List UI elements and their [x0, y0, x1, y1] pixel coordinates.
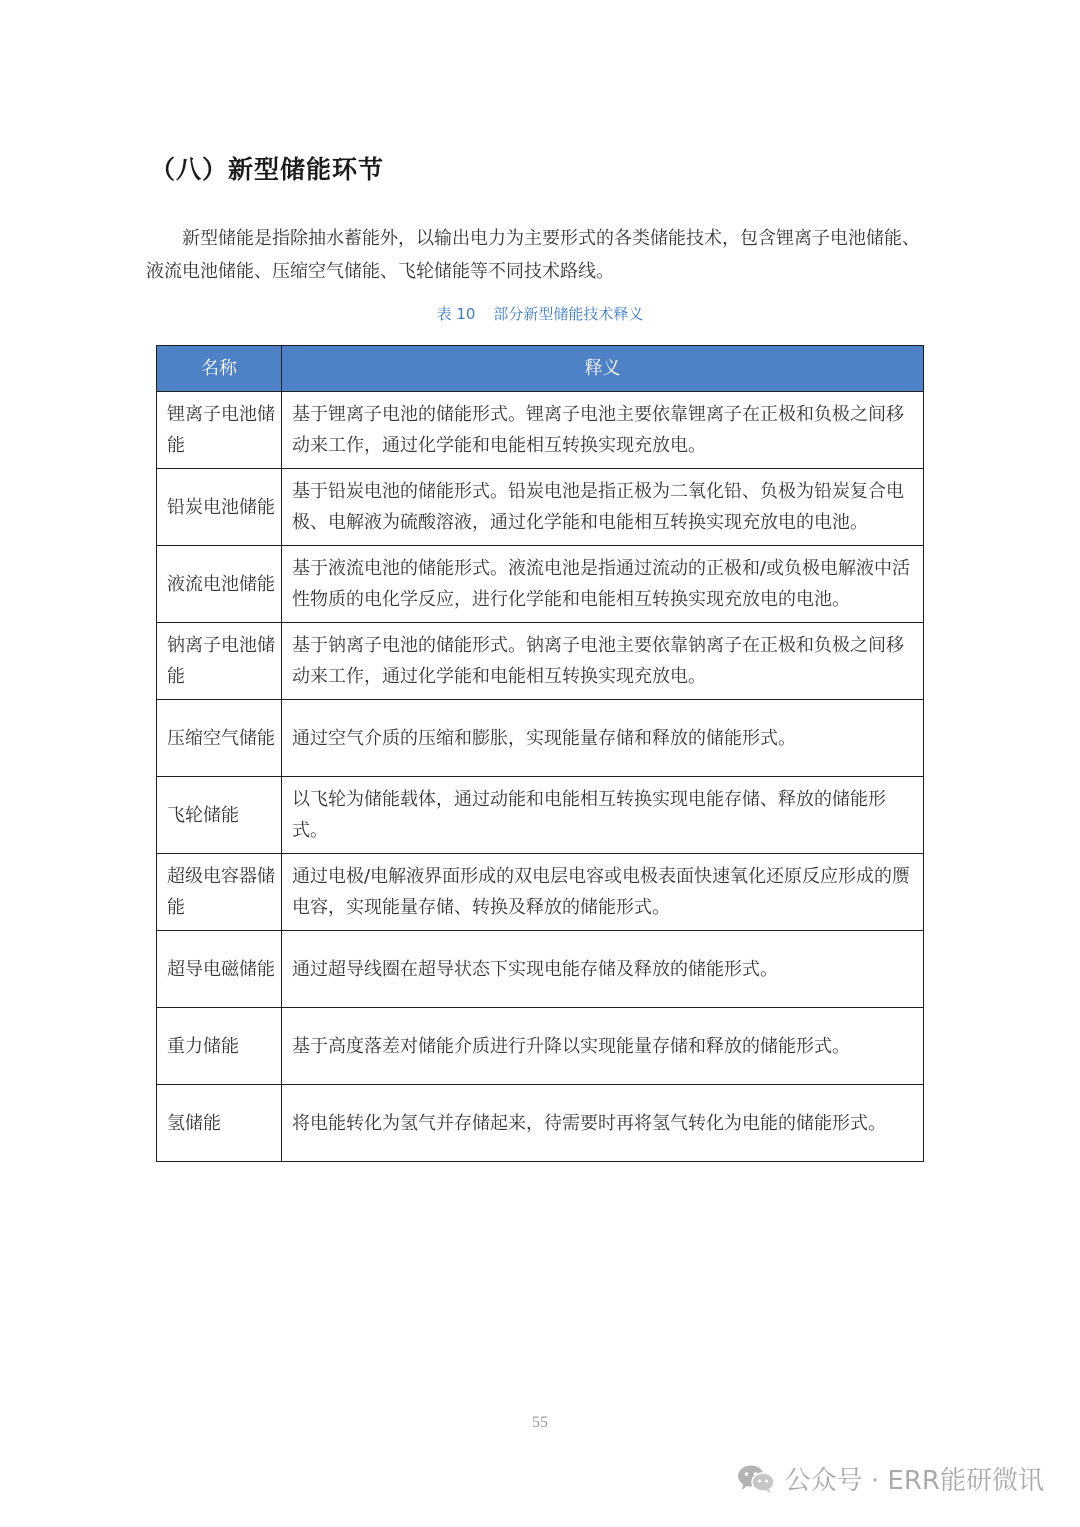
table-row	[157, 623, 924, 700]
header-name: 名称	[157, 346, 282, 392]
row-name: 超导电磁储能	[157, 931, 282, 1008]
row-name: 锂离子电池储能	[157, 392, 282, 469]
table-row	[157, 700, 924, 777]
row-definition: 以飞轮为储能载体，通过动能和电能相互转换实现电能存储、释放的储能形式。	[282, 777, 924, 854]
table-row	[157, 931, 924, 1008]
table-caption-number: 表 10	[436, 305, 476, 323]
section-heading: （八）新型储能环节	[150, 155, 385, 184]
storage-definitions-table	[156, 345, 924, 1162]
table-caption	[0, 303, 1080, 324]
header-definition: 释义	[282, 346, 924, 392]
row-name: 重力储能	[157, 1008, 282, 1085]
row-name: 液流电池储能	[157, 546, 282, 623]
row-definition: 通过电极/电解液界面形成的双电层电容或电极表面快速氧化还原反应形成的赝电容，实现能量存储、转换及释放的储能形式。	[282, 854, 924, 931]
page-number: 55	[532, 1414, 548, 1431]
row-name: 飞轮储能	[157, 777, 282, 854]
watermark	[737, 1460, 1044, 1497]
row-definition: 基于液流电池的储能形式。液流电池是指通过流动的正极和/或负极电解液中活性物质的电化学反应，进行化学能和电能相互转换实现充放电的电池。	[282, 546, 924, 623]
table-row	[157, 1008, 924, 1085]
table-header-row	[157, 346, 924, 392]
watermark-text: 公众号 · ERR能研微讯	[784, 1466, 1044, 1496]
wechat-icon	[737, 1464, 775, 1494]
table-row	[157, 1085, 924, 1162]
table-caption-title: 部分新型储能技术释义	[493, 305, 644, 323]
row-name: 压缩空气储能	[157, 700, 282, 777]
intro-paragraph: 新型储能是指除抽水蓄能外，以输出电力为主要形式的各类储能技术，包含锂离子电池储能、液流电池储能、压缩空气储能、飞轮储能等不同技术路线。	[146, 228, 920, 282]
row-name: 超级电容器储能	[157, 854, 282, 931]
row-definition: 通过超导线圈在超导状态下实现电能存储及释放的储能形式。	[282, 931, 924, 1008]
row-name: 钠离子电池储能	[157, 623, 282, 700]
table-row	[157, 777, 924, 854]
row-definition: 基于钠离子电池的储能形式。钠离子电池主要依靠钠离子在正极和负极之间移动来工作，通过化学能和电能相互转换实现充放电。	[282, 623, 924, 700]
table-row	[157, 392, 924, 469]
row-definition: 将电能转化为氢气并存储起来，待需要时再将氢气转化为电能的储能形式。	[282, 1085, 924, 1162]
row-name: 氢储能	[157, 1085, 282, 1162]
row-name: 铅炭电池储能	[157, 469, 282, 546]
table-row	[157, 546, 924, 623]
table-row	[157, 854, 924, 931]
row-definition: 通过空气介质的压缩和膨胀，实现能量存储和释放的储能形式。	[282, 700, 924, 777]
row-definition: 基于铅炭电池的储能形式。铅炭电池是指正极为二氧化铅、负极为铅炭复合电极、电解液为硫酸溶液，通过化学能和电能相互转换实现充放电的电池。	[282, 469, 924, 546]
table-row	[157, 469, 924, 546]
row-definition: 基于锂离子电池的储能形式。锂离子电池主要依靠锂离子在正极和负极之间移动来工作，通过化学能和电能相互转换实现充放电。	[282, 392, 924, 469]
row-definition: 基于高度落差对储能介质进行升降以实现能量存储和释放的储能形式。	[282, 1008, 924, 1085]
